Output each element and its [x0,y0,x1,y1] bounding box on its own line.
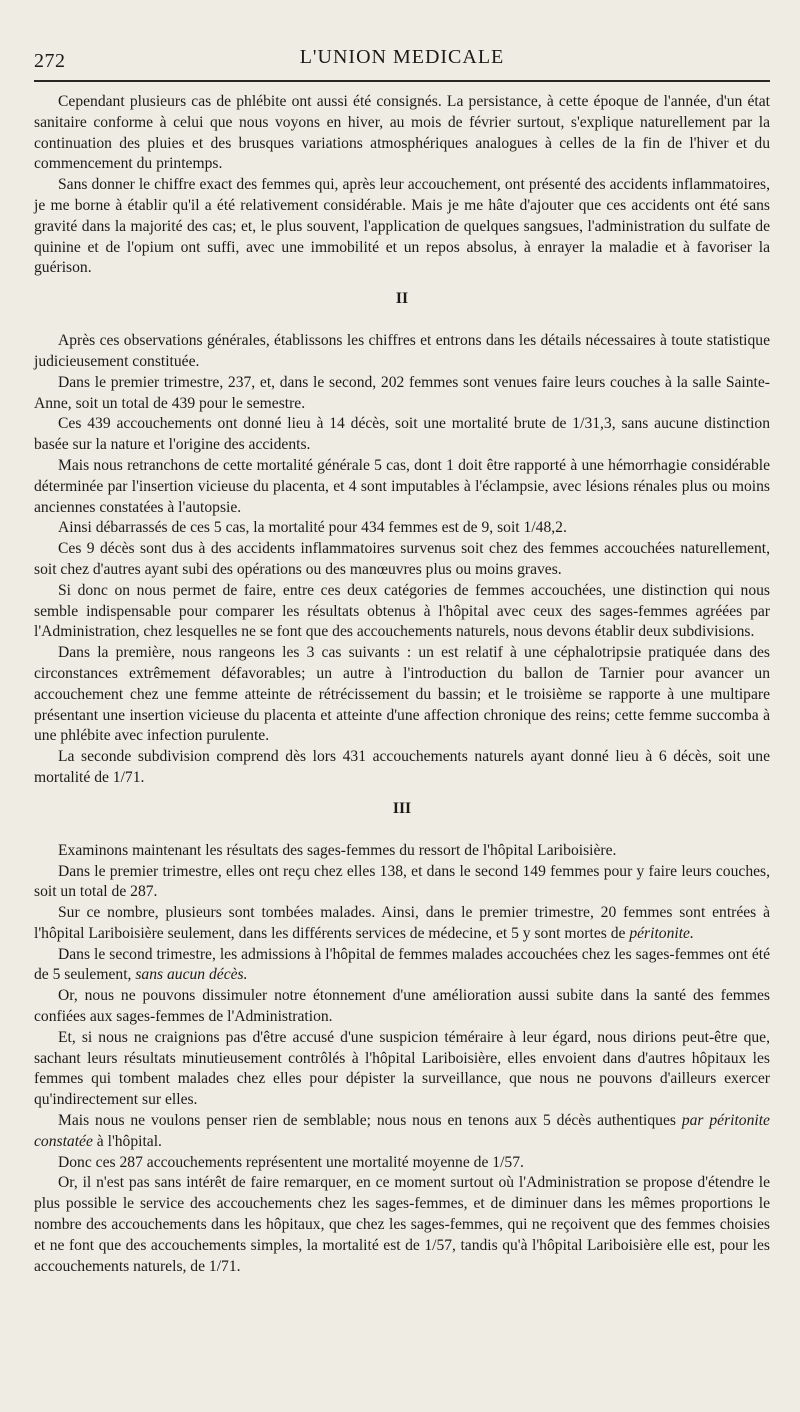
paragraph [34,945,770,987]
paragraph [34,841,770,862]
text-run: Après ces observations générales, établissons les chiffres et entrons dans les détails nécessaires à toute statistique judicieusement constituée. [34,332,770,370]
header-rule [34,80,770,82]
paragraph [34,581,770,643]
paragraph [34,1173,770,1277]
paragraph [34,1153,770,1174]
running-title: L'UNION MEDICALE [299,46,505,68]
paragraph [34,331,770,373]
paragraph [34,1111,770,1153]
body-text [34,92,770,1277]
italic-text: péritonite. [629,924,694,942]
paragraph [34,747,770,789]
text-run: Or, nous ne pouvons dissimuler notre étonnement d'une amélioration aussi subite dans la santé des femmes confiées aux sages-femmes de l'Administration. [34,987,770,1026]
italic-text: par péritonite constatée [34,1112,770,1150]
text-run: La seconde subdivision comprend dès lors 431 accouchements naturels ayant donné lieu à 6 décès, soit une mortalité de 1/71. [34,748,770,786]
paragraph [34,518,770,539]
text-run: Dans la première, nous rangeons les 3 cas suivants : un est relatif à une céphalotripsie pratiquée dans des circonstances extrêmement défavorables; un autre à l'introduction du ballon de Tarnier pour avancer un accouchement chez une femme atteinte de rétrécissement du bassin; et le troisième se rapporte à une multipare présentant une insertion vicieuse du placenta et atteinte d'une affection chronique des reins; cette femme succomba à une phlébite avec infection purulente. [34,644,770,745]
section-heading: II [395,290,409,308]
paragraph [34,1028,770,1111]
paragraph [34,175,770,279]
text-run: Si donc on nous permet de faire, entre ces deux catégories de femmes accouchées, une distinction qui nous semble indispensable pour comparer les résultats obtenus à l'hôpital avec ceux des sages-femmes agréées par l'Administration, chez lesquelles ne se font que des accouchements naturels, nous devons établir deux subdivisions. [34,581,770,641]
paragraph [34,456,770,518]
paragraph [34,539,770,581]
paragraph [34,414,770,456]
document-page [34,40,770,1277]
paragraph [34,92,770,175]
text-run: Dans le premier trimestre, 237, et, dans le second, 202 femmes sont venues faire leurs couches à la salle Sainte-Anne, soit un total de 439 pour le semestre. [34,373,770,412]
text-run: Ces 9 décès sont dus à des accidents inflammatoires survenus soit chez des femmes accouchées naturellement, soit chez d'autres ayant subi des opérations ou des manœuvres plus ou moins graves. [34,540,770,578]
paragraph [34,373,770,415]
text-run: Et, si nous ne craignions pas d'être accusé d'une suspicion téméraire à leur égard, nous dirions peut-être que, sachant leurs résultats minutieusement contrôlés à l'hôpital Lariboisière, elles envoient dans d'autres hôpitaux les femmes qui tombent malades chez elles pour dépister la surveillance, que nous ne pouvons d'ailleurs exercer qu'indirectement sur elles. [34,1028,770,1109]
text-run: Dans le premier trimestre, elles ont reçu chez elles 138, et dans le second 149 femmes pour y faire leurs couches, soit un total de 287. [34,862,770,901]
page-number: 272 [34,50,66,72]
text-run: Sans donner le chiffre exact des femmes qui, après leur accouchement, ont présenté des accidents inflammatoires, je me borne à établir qu'il a été relativement considérable. Mais je me hâte d'ajouter que ces accidents ont été sans gravité dans la majorité des cas; et, le plus souvent, l'application de quelques sangsues, l'administration du sulfate de quinine et de l'opium ont suffi, avec une immobilité et un repos absolus, à enrayer la maladie et à favoriser la guérison. [34,176,770,277]
italic-text: sans aucun décès. [135,966,248,984]
paragraph [34,862,770,904]
paragraph [34,986,770,1028]
text-run: Cependant plusieurs cas de phlébite ont aussi été consignés. La persistance, à cette époque de l'année, d'un état sanitaire conforme à celui que nous voyons en hiver, au mois de février surtout, s'explique naturellement par la continuation des pluies et des brusques variations atmosphériques analogues à celles de la fin de l'hiver et du commencement du printemps. [34,93,770,173]
text-run: Mais nous retranchons de cette mortalité générale 5 cas, dont 1 doit être rapporté à une hémorrhagie considérable déterminée par l'insertion vicieuse du placenta, et 4 sont imputables à l'éclampsie, avec lésions rénales plus ou moins anciennes constatées à l'autopsie. [34,456,770,516]
text-run: Donc ces 287 accouchements représentent une mortalité moyenne de 1/57. [58,1153,524,1171]
text-run: Or, il n'est pas sans intérêt de faire remarquer, en ce moment surtout où l'Administration se propose d'étendre le plus possible le service des accouchements chez les sages-femmes, et de diminuer dans les mêmes proportions le nombre des accouchements dans les hôpitaux, que chez les sages-femmes, qui ne reçoivent que des femmes choisies et ne font que des accouchements simples, la mortalité est de 1/57, tandis qu'à l'hôpital Lariboisière elle est, pour les accouchements naturels, de 1/71. [34,1174,770,1275]
text-run: Ces 439 accouchements ont donné lieu à 14 décès, soit une mortalité brute de 1/31,3, sans aucune distinction basée sur la nature et l'origine des accidents. [34,415,770,454]
text-run: Examinons maintenant les résultats des sages-femmes du ressort de l'hôpital Lariboisière. [58,841,617,859]
text-run: Dans le second trimestre, les admissions à l'hôpital de femmes malades accouchées chez les sages-femmes ont été de 5 seulement, [34,945,770,984]
text-run: à l'hôpital. [92,1132,162,1150]
text-run: Sur ce nombre, plusieurs sont tombées malades. Ainsi, dans le premier trimestre, 20 femmes sont entrées à l'hôpital Lariboisière seulement, dans les différents services de médecine, et 5 y sont mortes de [34,904,770,942]
page-header [34,40,770,76]
section-heading: III [392,799,412,817]
paragraph [34,903,770,945]
paragraph [34,643,770,747]
text-run: Mais nous ne voulons penser rien de semblable; nous nous en tenons aux 5 décès authentiques [58,1112,682,1130]
text-run: Ainsi débarrassés de ces 5 cas, la mortalité pour 434 femmes est de 9, soit 1/48,2. [58,519,567,537]
